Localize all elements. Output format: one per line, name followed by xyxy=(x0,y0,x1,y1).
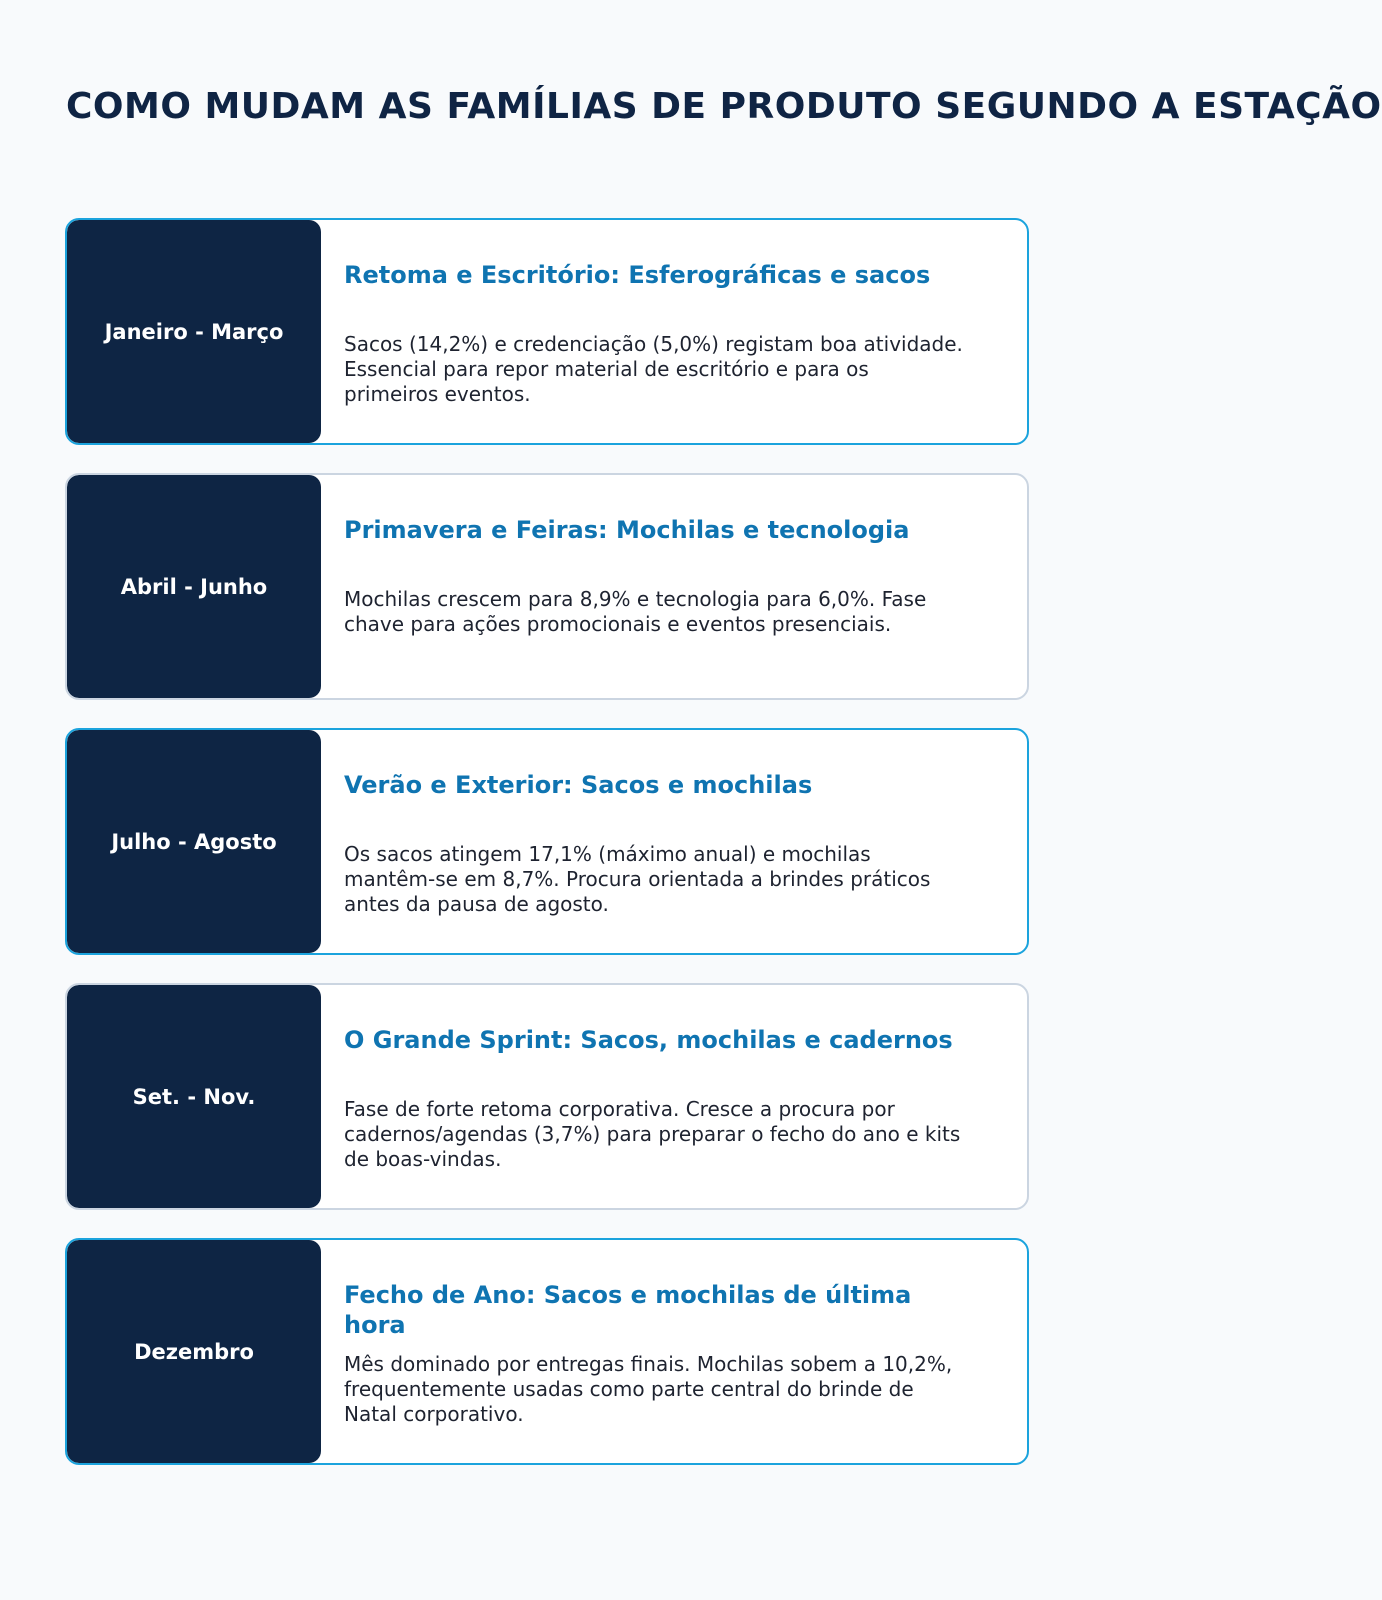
card-content xyxy=(344,770,965,933)
season-cards xyxy=(65,218,1029,1493)
period-label: Set. - Nov. xyxy=(132,1084,256,1109)
card-heading: Primavera e Feiras: Mochilas e tecnologia xyxy=(344,516,910,544)
card-content xyxy=(344,260,965,423)
card-heading: Retoma e Escritório: Esferográficas e sacos xyxy=(344,261,931,289)
card-heading: Fecho de Ano: Sacos e mochilas de última hora xyxy=(344,1281,912,1339)
season-card-sep-nov xyxy=(65,983,1029,1210)
card-description: Sacos (14,2%) e credenciação (5,0%) registam boa atividade. Essencial para repor material de escritório e para os primeiros eventos. xyxy=(344,332,963,406)
card-heading: O Grande Sprint: Sacos, mochilas e cadernos xyxy=(344,1026,953,1054)
card-description: Fase de forte retoma corporativa. Cresce a procura por cadernos/agendas (3,7%) para preparar o fecho do ano e kits de boas-vindas. xyxy=(344,1097,961,1171)
card-heading: Verão e Exterior: Sacos e mochilas xyxy=(344,771,813,799)
card-content xyxy=(344,1280,965,1443)
page-title: COMO MUDAM AS FAMÍLIAS DE PRODUTO SEGUNDO A ESTAÇÃO xyxy=(66,86,1382,127)
season-card-jul-aug xyxy=(65,728,1029,955)
card-content xyxy=(344,1025,965,1188)
card-description: Os sacos atingem 17,1% (máximo anual) e mochilas mantêm-se em 8,7%. Procura orientada a brindes práticos antes da pausa de agosto. xyxy=(344,842,931,916)
card-description: Mês dominado por entregas finais. Mochilas sobem a 10,2%, frequentemente usadas como parte central do brinde de Natal corporativo. xyxy=(344,1352,953,1426)
period-label: Abril - Junho xyxy=(120,574,268,599)
period-label: Dezembro xyxy=(134,1339,254,1364)
period-label: Janeiro - Março xyxy=(104,319,284,344)
period-label: Julho - Agosto xyxy=(111,829,277,854)
period-block xyxy=(67,730,321,953)
period-block xyxy=(67,1240,321,1463)
season-card-apr-jun xyxy=(65,473,1029,700)
season-card-dec xyxy=(65,1238,1029,1465)
card-content xyxy=(344,515,965,678)
card-description: Mochilas crescem para 8,9% e tecnologia para 6,0%. Fase chave para ações promocionais e eventos presenciais. xyxy=(344,587,927,636)
season-card-jan-mar xyxy=(65,218,1029,445)
period-block xyxy=(67,985,321,1208)
period-block xyxy=(67,220,321,443)
period-block xyxy=(67,475,321,698)
